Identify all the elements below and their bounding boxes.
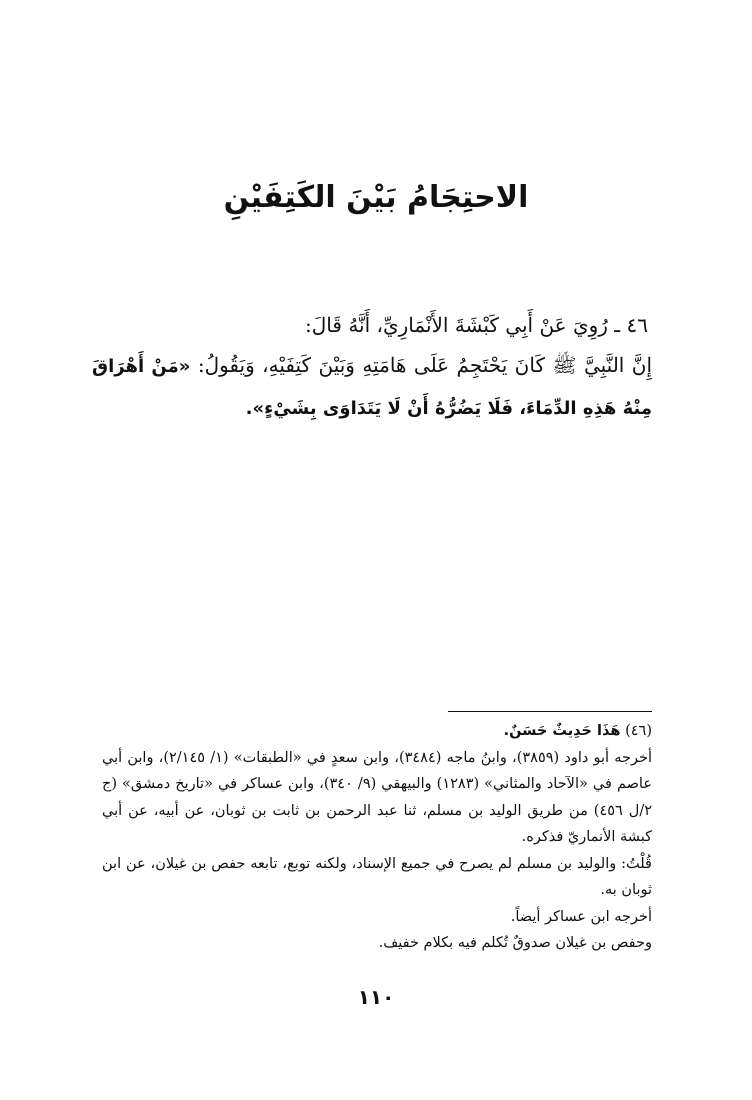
footnote-hafs: وحفص بن غيلان صدوقٌ تُكلم فيه بكلام خفيف. [378, 935, 652, 951]
footnote-takhrij: أخرجه أبو داود (٣٨٥٩)، وابنُ ماجه (٣٤٨٤)، وابن سعدٍ في «الطبقات» (١/ ٢/١٤٥)، وابن أبي عاصم في «الآحاد والمثاني» (١٢٨٣) والبيهقي (٩/ ٣٤٠)، وابن عساكر في «تاريخ دمشق» (ج ٢/ل ٤٥٦) من طريق الوليد بن مسلم، ثنا عبد الرحمن بن ثابت بن ثوبان، عن أبيه، عن أبي كبشة الأنماريّ فذكره. [102, 749, 653, 845]
hadith-quote: «مَنْ أَهْرَاقَ مِنْهُ هَذِهِ الدِّمَاءَ، فَلَا يَضُرُّهُ أَنْ لَا يَتَدَاوَى بِشَيْءٍ». [92, 356, 652, 419]
hadith-intro: ٤٦ ـ رُوِيَ عَنْ أَبِي كَبْشَةَ الأَنْمَارِيِّ، أَنَّهُ قَالَ: [305, 313, 648, 337]
hadith-body-paragraph [92, 345, 652, 429]
footnote-ibn-asakir: أخرجه ابن عساكر أيضاً. [510, 908, 652, 925]
footnote-grade [102, 718, 652, 745]
hadith-text [92, 305, 652, 429]
footnote-number: (٤٦) [625, 723, 652, 739]
chapter-title: الاحتِجَامُ بَيْنَ الكَتِفَيْنِ [223, 180, 529, 215]
page-number: ١١٠ [357, 985, 395, 1009]
hadith-body: إِنَّ النَّبِيَّ ﷺ كَانَ يَحْتَجِمُ عَلَى هَامَتِهِ وَبَيْنَ كَتِفَيْهِ، وَيَقُولُ: [197, 353, 652, 377]
footnote-separator [448, 711, 652, 712]
grade-text: هَذَا حَدِيثٌ حَسَنٌ. [503, 723, 621, 739]
footnote-comment: قُلْتُ: والوليد بن مسلم لم يصرح في جميع الإسناد، ولكنه توبع، تابعه حفص بن غيلان، عن ابن ثوبان به. [102, 855, 652, 898]
footnotes [102, 718, 652, 957]
